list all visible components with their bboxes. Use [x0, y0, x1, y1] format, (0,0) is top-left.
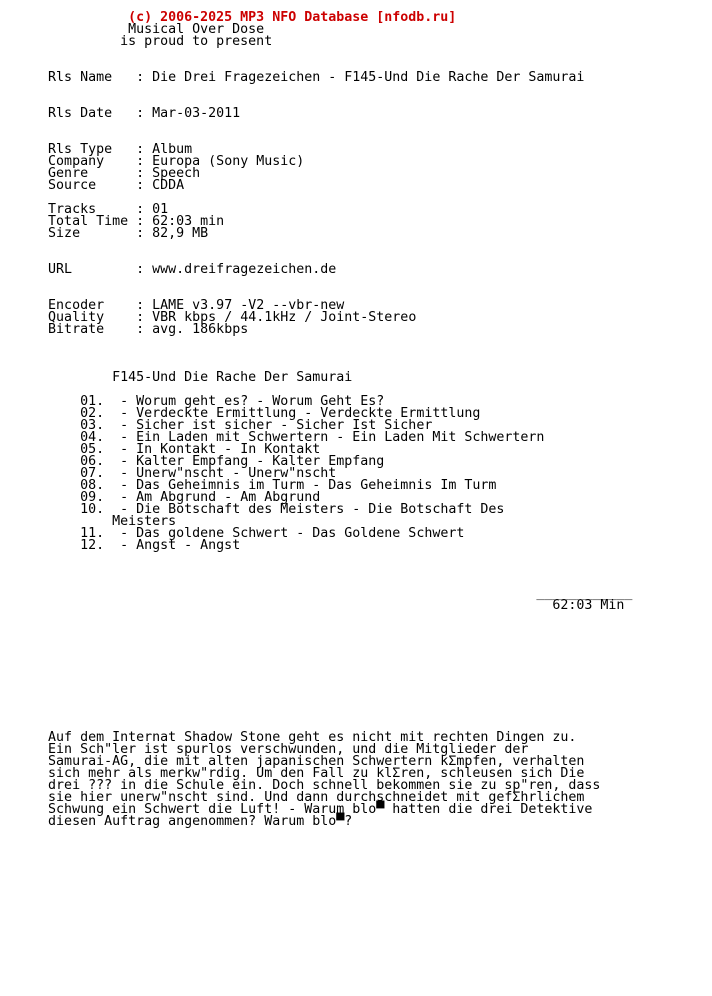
track-title-continued: Meisters [112, 514, 177, 529]
track-number: 09. [80, 490, 105, 505]
track-title: Verdeckte Ermittlung - Verdeckte Ermittlung [136, 406, 481, 421]
description-line: diesen Auftrag angenommen? Warum blo▀? [48, 814, 353, 829]
total-time-value: 62:03 min [152, 214, 225, 229]
size-value: 82,9 MB [152, 226, 209, 241]
description-line: sie hier unerw"nscht sind. Und dann durchschneidet mit gefΣhrlichem [48, 790, 585, 805]
total-divider: ____________ [536, 586, 633, 601]
rls-name-value: Die Drei Fragezeichen - F145-Und Die Rache Der Samurai [152, 70, 585, 85]
description-line: Ein Sch"ler ist spurlos verschwunden, und die Mitglieder der [48, 742, 529, 757]
track-number: 06. [80, 454, 105, 469]
description-line: Samurai-AG, die mit alten japanischen Schwertern kΣmpfen, verhalten [48, 754, 585, 769]
track-title: In Kontakt - In Kontakt [136, 442, 321, 457]
description-line: Auf dem Internat Shadow Stone geht es nicht mit rechten Dingen zu. [48, 730, 577, 745]
track-number: 12. [80, 538, 105, 553]
rls-date-label: Rls Date [48, 106, 113, 121]
track-title: Die Botschaft des Meisters - Die Botschaft Des [136, 502, 505, 517]
track-title: Sicher ist sicher - Sicher Ist Sicher [136, 418, 433, 433]
tracklist-total-time: 62:03 Min [552, 598, 625, 613]
url-value: www.dreifragezeichen.de [152, 262, 337, 277]
track-number: 02. [80, 406, 105, 421]
track-title: Ein Laden mit Schwertern - Ein Laden Mit Schwertern [136, 430, 545, 445]
genre-value: Speech [152, 166, 201, 181]
total-time-label: Total Time [48, 214, 129, 229]
track-number: 01. [80, 394, 105, 409]
encoder-label: Encoder [48, 298, 105, 313]
company-label: Company [48, 154, 105, 169]
tracks-value: 01 [152, 202, 169, 217]
copyright-notice: (c) 2006-2025 MP3 NFO Database [nfodb.ru] [128, 10, 457, 25]
description-line: sich mehr als merkw"rdig. Um den Fall zu klΣren, schleusen sich Die [48, 766, 585, 781]
tracklist-title: F145-Und Die Rache Der Samurai [112, 370, 353, 385]
rls-type-label: Rls Type [48, 142, 113, 157]
quality-value: VBR kbps / 44.1kHz / Joint-Stereo [152, 310, 417, 325]
tracks-label: Tracks [48, 202, 97, 217]
track-title: Unerw"nscht - Unerw"nscht [136, 466, 337, 481]
track-number: 05. [80, 442, 105, 457]
nfo-document: (c) 2006-2025 MP3 NFO Database [nfodb.ru] Musical Over Dose is proud to present Rls Name : Die Drei Fragezeichen - F145-Und Die Rache Der Samurai Rls Date : Mar-03-2011 Rls Type : Album Company : Europa (Sony Music) Genre : Speech Source : CDDA Tracks : 01 Total Time : 62:03 min Size : 82,9 MB URL : www.dreifragezeichen.de Encoder : LAME v3.97 -V2 --vbr-new Quality : VBR kbps / 44.1kHz / Joint-Stereo Bitrate : avg. 186kbps F145-Und Die Rache Der Samurai 01. - Worum geht es? - Worum Geht Es? 02. - Verdeckte Ermittlung - Verdeckte Ermittlung 03. - Sicher ist sicher - Sicher Ist Sicher 04. - Ein Laden mit Schwertern - Ein Laden Mit Schwertern 05. - In Kontakt - In Kontakt 06. - Kalter Empfang - Kalter Empfang 07. - Unerw"nscht - Unerw"nscht 08. - Das Geheimnis im Turm - Das Geheimnis Im Turm 09. - Am Abgrund - Am Abgrund 10. - Die Botschaft des Meisters - Die Botschaft Des Meisters 11. - Das goldene Schwert - Das Goldene Schwert 12. - Angst - Angst ____________ 62:03 Min Auf dem Internat Shadow Stone geht es nicht mit rechten Dingen zu. Ein Sch"ler ist spurlos verschwunden, und die Mitglieder der Samurai-AG, die mit alten japanischen Schwertern kΣmpfen, verhalten sich mehr als merkw"rdig. Um den Fall zu klΣren, schleusen sich Die drei ??? in die Schule ein. Doch schnell bekommen sie zu sp"ren, dass sie hier unerw"nscht sind. Und dann durchschneidet mit gefΣhrlichem Schwung ein Schwert die Luft! - Warum blo▀ hatten die drei Detektive diesen Auftrag angenommen? Warum blo▀? [48, 10, 633, 829]
bitrate-value: avg. 186kbps [152, 322, 249, 337]
track-number: 07. [80, 466, 105, 481]
track-title: Das Geheimnis im Turm - Das Geheimnis Im Turm [136, 478, 497, 493]
rls-type-value: Album [152, 142, 193, 157]
quality-label: Quality [48, 310, 105, 325]
source-value: CDDA [152, 178, 185, 193]
track-number: 04. [80, 430, 105, 445]
rls-date-value: Mar-03-2011 [152, 106, 241, 121]
group-name: Musical Over Dose [128, 22, 265, 37]
size-label: Size [48, 226, 81, 241]
company-value: Europa (Sony Music) [152, 154, 305, 169]
track-number: 10. [80, 502, 105, 517]
track-number: 08. [80, 478, 105, 493]
bitrate-label: Bitrate [48, 322, 105, 337]
track-title: Kalter Empfang - Kalter Empfang [136, 454, 385, 469]
description-line: drei ??? in die Schule ein. Doch schnell bekommen sie zu sp"ren, dass [48, 778, 601, 793]
source-label: Source [48, 178, 97, 193]
track-number: 11. [80, 526, 105, 541]
genre-label: Genre [48, 166, 89, 181]
track-title: Am Abgrund - Am Abgrund [136, 490, 321, 505]
track-number: 03. [80, 418, 105, 433]
description-line: Schwung ein Schwert die Luft! - Warum blo▀ hatten die drei Detektive [48, 802, 593, 817]
track-title: Das goldene Schwert - Das Goldene Schwert [136, 526, 465, 541]
encoder-value: LAME v3.97 -V2 --vbr-new [152, 298, 345, 313]
url-label: URL [48, 262, 73, 277]
track-title: Worum geht es? - Worum Geht Es? [136, 394, 385, 409]
rls-name-label: Rls Name [48, 70, 113, 85]
track-title: Angst - Angst [136, 538, 241, 553]
tagline: is proud to present [120, 34, 273, 49]
